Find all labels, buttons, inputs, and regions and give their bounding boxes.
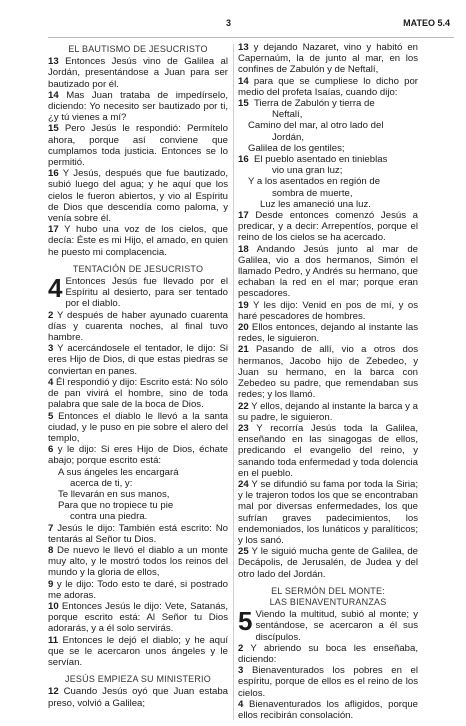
verse: 4 Él respondió y dijo: Escrito está: No sólo de pan vivirá el hombre, sino de toda palabra que sale de la boca de Dios. bbox=[48, 376, 228, 411]
running-reference: MATEO 5.4 bbox=[403, 18, 450, 28]
section-heading: EL SERMÓN DEL MONTE: bbox=[271, 585, 385, 596]
verse: 21 Pasando de allí, vio a otros dos hermanos, Jacobo hijo de Zebedeo, y Juan su hermano, en la barca con Zebedeo su padre, que remendaban sus redes; y los llamó. bbox=[238, 344, 418, 401]
verse: 11 Entonces le dejó el diablo; y he aquí que se le acercaron unos ángeles y le servían. bbox=[48, 634, 228, 668]
left-column bbox=[48, 42, 228, 722]
verse: 13 y dejando Nazaret, vino y habitó en Capernaúm, la de junto al mar, en los confines de Zabulón y de Neftalí, bbox=[238, 42, 418, 76]
verse: 19 Y les dijo: Venid en pos de mí, y os haré pescadores de hombres. bbox=[238, 299, 418, 322]
verse: 5 Viendo la multitud, subió al monte; y sentándose, se acercaron a él sus discípulos. bbox=[238, 606, 418, 643]
verse: 13 Entonces Jesús vino de Galilea al Jordán, presentándose a Juan para ser bautizado por él. bbox=[48, 56, 228, 90]
verse: 18 Andando Jesús junto al mar de Galilea, vio a dos hermanos, Simón el llamado Pedro, y Andrés su hermano, que echaban la red en el mar; porque eran pescadores. bbox=[238, 243, 418, 300]
verse: 3 Bienaventurados los pobres en el espíritu, porque de ellos es el reino de los cielos. bbox=[238, 665, 418, 699]
verse: 10 Entonces Jesús le dijo: Vete, Satanás, porque escrito está: Al Señor tu Dios adorarás, y a él solo servirás. bbox=[48, 600, 228, 635]
verse: 8 De nuevo le llevó el diablo a un monte muy alto, y le mostró todos los reinos del mundo y la gloria de ellos, bbox=[48, 544, 228, 579]
section-heading: EL BAUTISMO DE JESUCRISTO bbox=[68, 44, 208, 54]
verse: 22 Y ellos, dejando al instante la barca y a su padre, le siguieron. bbox=[238, 400, 418, 423]
header-rule bbox=[48, 37, 454, 38]
verse: 5 Entonces el diablo le llevó a la santa ciudad, y le puso en pie sobre el alero del templo, bbox=[48, 410, 228, 444]
verse: 4 Bienaventurados los afligidos, porque ellos recibirán consolación. bbox=[238, 698, 418, 721]
verse: 16 Y Jesús, después que fue bautizado, subió luego del agua; y he aquí que los cielos le fueron abiertos, y vio al Espíritu de Dios que descendía como paloma, y venía sobre él. bbox=[48, 168, 228, 225]
poetry-block: 15 Tierra de Zabulón y tierra de Neftalí, Camino del mar, al otro lado del Jordán, Galilea de los gentiles; 16 El pueblo asentado en tinieblas vio una gran luz; Y a los asentados en región de sombra de muerte, Luz les amaneció una luz. bbox=[238, 98, 388, 210]
verse: 17 Desde entonces comenzó Jesús a predicar, y a decir: Arrepentíos, porque el reino de los cielos se ha acercado. bbox=[238, 210, 418, 244]
section-subheading: LAS BIENAVENTURANZAS bbox=[269, 596, 387, 607]
chapter-number: 4 bbox=[48, 273, 63, 304]
verse: 3 Y acercándosele el tentador, le dijo: Si eres Hijo de Dios, di que estas piedras se conviertan en panes. bbox=[48, 343, 228, 377]
column-separator bbox=[233, 44, 234, 720]
verse: 15 Pero Jesús le respondió: Permítelo ahora, porque así conviene que cumplamos toda justicia. Entonces se lo permitió. bbox=[48, 123, 228, 169]
verse: 14 para que se cumpliese lo dicho por medio del profeta Isaías, cuando dijo: bbox=[238, 75, 418, 98]
verse: 17 Y hubo una voz de los cielos, que decía: Éste es mi Hijo, el amado, en quien he puesto mi complacencia. bbox=[48, 224, 228, 258]
verse: 4 Entonces Jesús fue llevado por el Espíritu al desierto, para ser tentado por el diablo. bbox=[48, 273, 228, 310]
verse: 9 y le dijo: Todo esto te daré, si postrado me adoras. bbox=[48, 578, 228, 601]
section-heading: JESÚS EMPIEZA SU MINISTERIO bbox=[65, 674, 211, 685]
verse: 23 Y recorría Jesús toda la Galilea, enseñando en las sinagogas de ellos, predicando el evangelio del reino, y sanando toda enfermedad y toda dolencia en el pueblo. bbox=[238, 422, 418, 479]
verse: 20 Ellos entonces, dejando al instante las redes, le siguieron. bbox=[238, 322, 418, 345]
verse: 7 Jesús le dijo: También está escrito: No tentarás al Señor tu Dios. bbox=[48, 522, 228, 545]
verse: 12 Cuando Jesús oyó que Juan estaba preso, volvió a Galilea; bbox=[48, 686, 228, 709]
chapter-number: 5 bbox=[238, 606, 253, 637]
page-header bbox=[0, 18, 466, 34]
page-number: 3 bbox=[226, 18, 232, 28]
section-heading: TENTACIÓN DE JESUCRISTO bbox=[72, 263, 204, 274]
verse: 25 Y le siguió mucha gente de Galilea, de Decápolis, de Jerusalén, de Judea y del otro lado del Jordán. bbox=[238, 546, 418, 580]
verse: 14 Mas Juan trataba de impedírselo, diciendo: Yo necesito ser bautizado por ti, ¿y tú vienes a mí? bbox=[48, 89, 228, 124]
verse: 6 y le dijo: Si eres Hijo de Dios, échate abajo; porque escrito está: bbox=[48, 444, 228, 467]
poetry-block: A sus ángeles les encargará acerca de ti, y: Te llevarán en sus manos, Para que no tropiece tu pie contra una piedra. bbox=[58, 466, 179, 523]
verse: 2 Y abriendo su boca les enseñaba, diciendo: bbox=[238, 642, 418, 665]
verse: 24 Y se difundió su fama por toda la Siria; y le trajeron todos los que se encontraban mal por diversas enfermedades, los que sufrían graves padecimientos, los endemoniados, los lunáticos y paralíticos; y los sanó. bbox=[238, 478, 418, 546]
right-column bbox=[238, 42, 418, 722]
verse: 2 Y después de haber ayunado cuarenta días y cuarenta noches, al final tuvo hambre. bbox=[48, 309, 228, 344]
